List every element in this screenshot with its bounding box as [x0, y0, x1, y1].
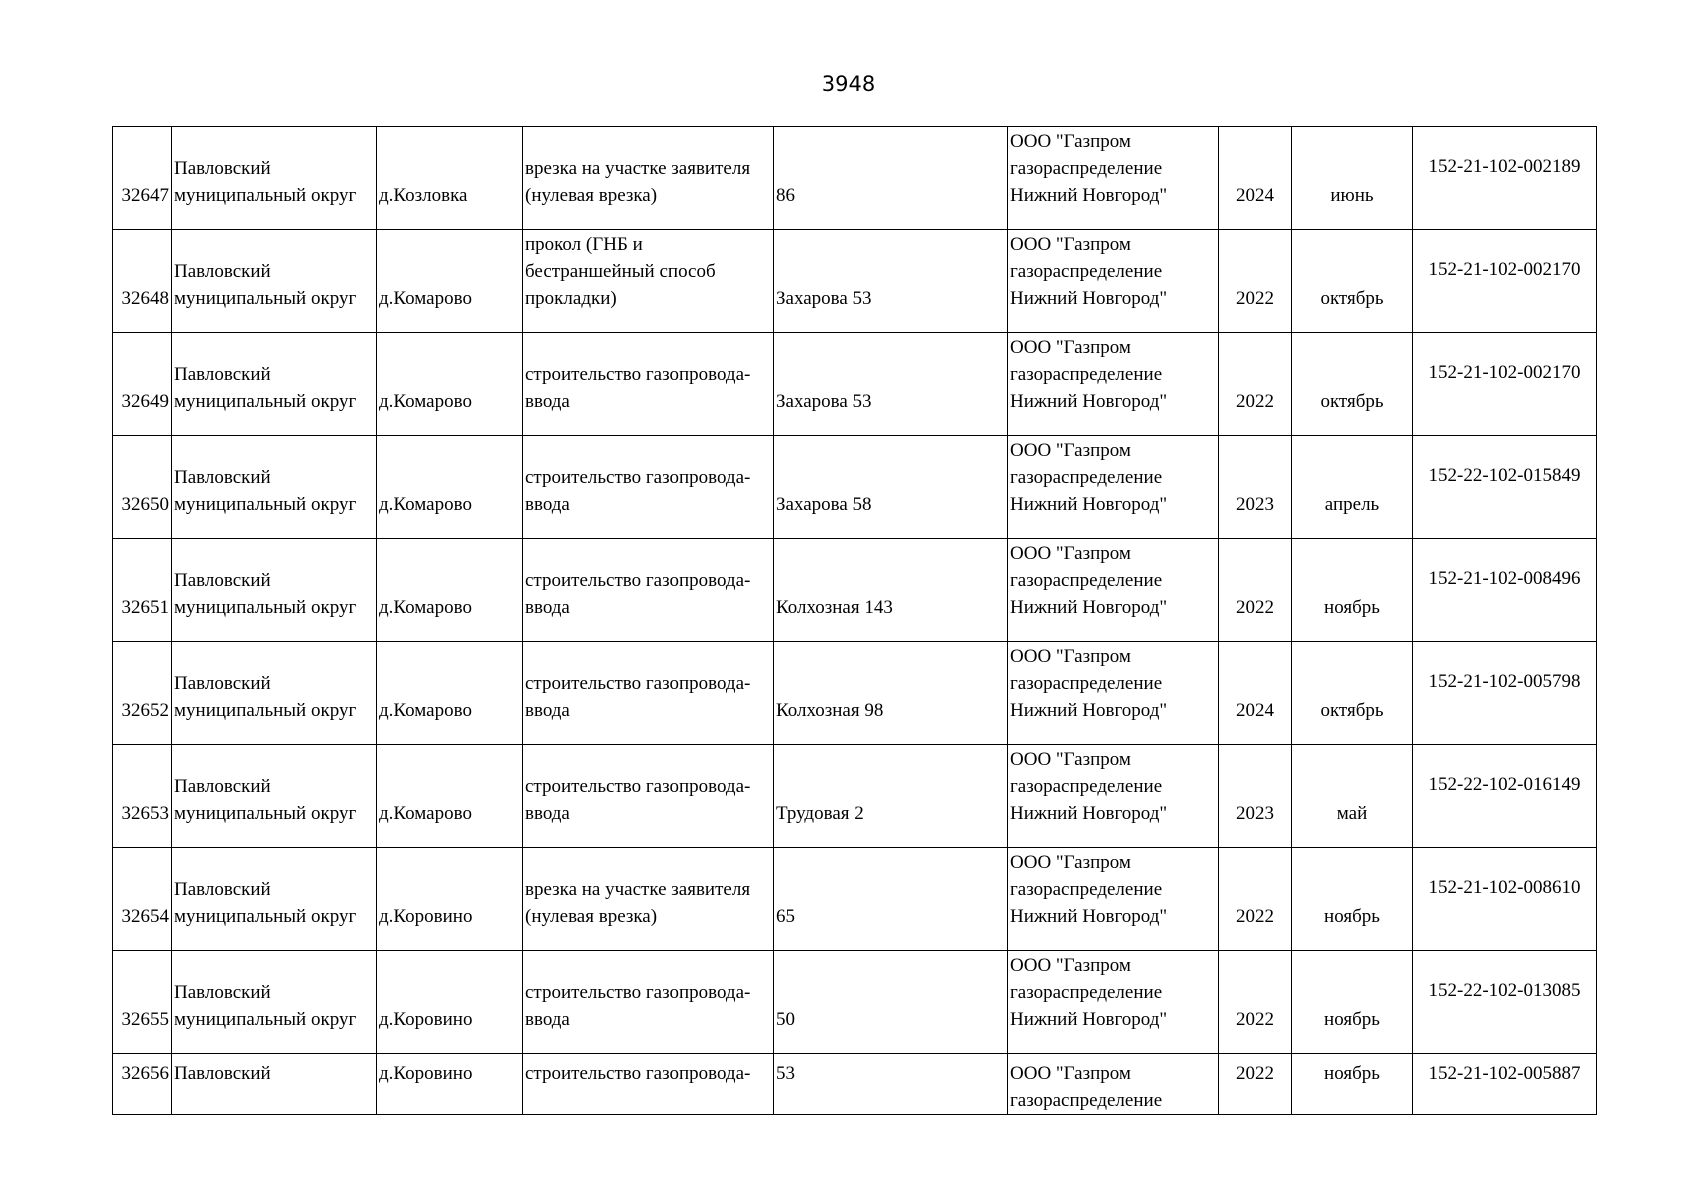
- cell-number: 32655: [113, 951, 172, 1054]
- cell-month: июнь: [1292, 127, 1413, 230]
- cell-locality: д.Комарово: [377, 333, 523, 436]
- table-row: [113, 745, 1597, 848]
- cell-locality: д.Комарово: [377, 539, 523, 642]
- cell-number: 32656: [113, 1054, 172, 1115]
- table-row: [113, 436, 1597, 539]
- cell-year: 2022: [1219, 848, 1292, 951]
- cell-organization: ООО "Газпром газораспределение Нижний Новгород": [1008, 333, 1219, 436]
- cell-work-type: строительство газопровода- ввода: [523, 642, 774, 745]
- cell-work-type: прокол (ГНБ и бестраншейный способ прокладки): [523, 230, 774, 333]
- cell-district: Павловский муниципальный округ: [172, 745, 377, 848]
- cell-year: 2022: [1219, 539, 1292, 642]
- cell-month: ноябрь: [1292, 1054, 1413, 1115]
- cell-work-type: строительство газопровода- ввода: [523, 436, 774, 539]
- cell-address: 65: [774, 848, 1008, 951]
- cell-address: Колхозная 98: [774, 642, 1008, 745]
- cell-number: 32654: [113, 848, 172, 951]
- cell-locality: д.Коровино: [377, 1054, 523, 1115]
- cell-district: Павловский муниципальный округ: [172, 436, 377, 539]
- table-row: [113, 230, 1597, 333]
- cell-address: Захарова 53: [774, 333, 1008, 436]
- cell-number: 32647: [113, 127, 172, 230]
- table-row: [113, 539, 1597, 642]
- cell-organization: ООО "Газпром газораспределение Нижний Новгород": [1008, 951, 1219, 1054]
- cell-number: 32650: [113, 436, 172, 539]
- cell-locality: д.Козловка: [377, 127, 523, 230]
- cell-district: Павловский муниципальный округ: [172, 951, 377, 1054]
- cell-code: 152-22-102-015849: [1413, 436, 1597, 539]
- cell-work-type: строительство газопровода- ввода: [523, 333, 774, 436]
- cell-month: ноябрь: [1292, 539, 1413, 642]
- cell-district: Павловский муниципальный округ: [172, 230, 377, 333]
- cell-work-type: строительство газопровода- ввода: [523, 745, 774, 848]
- cell-year: 2023: [1219, 745, 1292, 848]
- cell-year: 2022: [1219, 1054, 1292, 1115]
- cell-month: октябрь: [1292, 642, 1413, 745]
- cell-year: 2024: [1219, 642, 1292, 745]
- cell-code: 152-21-102-008496: [1413, 539, 1597, 642]
- registry-table: [112, 126, 1597, 1115]
- cell-locality: д.Комарово: [377, 230, 523, 333]
- cell-code: 152-22-102-013085: [1413, 951, 1597, 1054]
- cell-work-type: строительство газопровода- ввода: [523, 539, 774, 642]
- cell-district: Павловский: [172, 1054, 377, 1115]
- cell-month: октябрь: [1292, 230, 1413, 333]
- cell-organization: ООО "Газпром газораспределение Нижний Новгород": [1008, 848, 1219, 951]
- cell-work-type: врезка на участке заявителя (нулевая врезка): [523, 848, 774, 951]
- cell-address: 53: [774, 1054, 1008, 1115]
- cell-district: Павловский муниципальный округ: [172, 539, 377, 642]
- cell-year: 2022: [1219, 951, 1292, 1054]
- cell-number: 32652: [113, 642, 172, 745]
- cell-address: 50: [774, 951, 1008, 1054]
- cell-code: 152-21-102-008610: [1413, 848, 1597, 951]
- cell-district: Павловский муниципальный округ: [172, 333, 377, 436]
- cell-code: 152-21-102-005798: [1413, 642, 1597, 745]
- cell-organization: ООО "Газпром газораспределение Нижний Новгород": [1008, 745, 1219, 848]
- cell-number: 32651: [113, 539, 172, 642]
- cell-locality: д.Комарово: [377, 642, 523, 745]
- table-row: [113, 127, 1597, 230]
- cell-locality: д.Комарово: [377, 436, 523, 539]
- cell-address: 86: [774, 127, 1008, 230]
- cell-number: 32649: [113, 333, 172, 436]
- cell-district: Павловский муниципальный округ: [172, 642, 377, 745]
- cell-organization: ООО "Газпром газораспределение Нижний Новгород": [1008, 642, 1219, 745]
- cell-organization: ООО "Газпром газораспределение Нижний Новгород": [1008, 436, 1219, 539]
- cell-organization: ООО "Газпром газораспределение Нижний Новгород": [1008, 230, 1219, 333]
- cell-year: 2022: [1219, 230, 1292, 333]
- cell-district: Павловский муниципальный округ: [172, 127, 377, 230]
- table-row: [113, 1054, 1597, 1115]
- cell-district: Павловский муниципальный округ: [172, 848, 377, 951]
- cell-organization: ООО "Газпром газораспределение: [1008, 1054, 1219, 1115]
- cell-locality: д.Комарово: [377, 745, 523, 848]
- page-number: 3948: [821, 72, 876, 96]
- cell-month: ноябрь: [1292, 848, 1413, 951]
- cell-code: 152-21-102-002170: [1413, 333, 1597, 436]
- table-row: [113, 951, 1597, 1054]
- cell-work-type: строительство газопровода- ввода: [523, 951, 774, 1054]
- cell-work-type: строительство газопровода-: [523, 1054, 774, 1115]
- cell-number: 32653: [113, 745, 172, 848]
- cell-number: 32648: [113, 230, 172, 333]
- table-row: [113, 333, 1597, 436]
- cell-code: 152-22-102-016149: [1413, 745, 1597, 848]
- cell-code: 152-21-102-005887: [1413, 1054, 1597, 1115]
- cell-locality: д.Коровино: [377, 951, 523, 1054]
- cell-month: май: [1292, 745, 1413, 848]
- table-row: [113, 642, 1597, 745]
- cell-locality: д.Коровино: [377, 848, 523, 951]
- cell-organization: ООО "Газпром газораспределение Нижний Новгород": [1008, 127, 1219, 230]
- cell-address: Колхозная 143: [774, 539, 1008, 642]
- cell-month: октябрь: [1292, 333, 1413, 436]
- cell-month: апрель: [1292, 436, 1413, 539]
- table-row: [113, 848, 1597, 951]
- cell-code: 152-21-102-002189: [1413, 127, 1597, 230]
- cell-code: 152-21-102-002170: [1413, 230, 1597, 333]
- cell-address: Захарова 53: [774, 230, 1008, 333]
- cell-work-type: врезка на участке заявителя (нулевая врезка): [523, 127, 774, 230]
- cell-year: 2023: [1219, 436, 1292, 539]
- cell-address: Захарова 58: [774, 436, 1008, 539]
- cell-year: 2022: [1219, 333, 1292, 436]
- cell-month: ноябрь: [1292, 951, 1413, 1054]
- cell-organization: ООО "Газпром газораспределение Нижний Новгород": [1008, 539, 1219, 642]
- cell-year: 2024: [1219, 127, 1292, 230]
- cell-address: Трудовая 2: [774, 745, 1008, 848]
